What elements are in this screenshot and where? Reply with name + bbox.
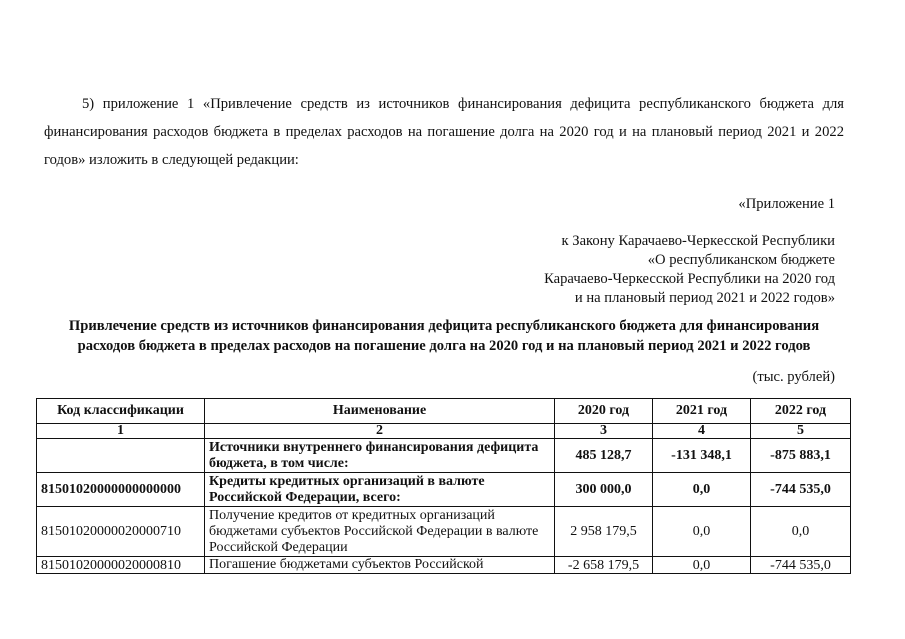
title-line-1: Привлечение средств из источников финансирования дефицита республиканского бюджета для финансирования <box>68 318 820 334</box>
appendix-law-reference <box>544 232 835 308</box>
row-value-2022: -744 535,0 <box>751 557 851 574</box>
row-value-2020: 485 128,7 <box>555 439 653 473</box>
appendix-line-4: и на плановый период 2021 и 2022 годов» <box>574 290 835 306</box>
appendix-label: «Приложение 1 <box>738 196 835 212</box>
intro-paragraph <box>44 90 844 174</box>
column-number: 2 <box>205 424 555 439</box>
row-value-2021: 0,0 <box>653 557 751 574</box>
table-row <box>37 439 851 473</box>
row-value-2021: 0,0 <box>653 473 751 507</box>
column-number: 5 <box>751 424 851 439</box>
title-line-2: расходов бюджета в пределах расходов на погашение долга на 2020 год и на плановый период 2021 и 2022 годов <box>77 338 811 354</box>
column-number: 1 <box>37 424 205 439</box>
row-value-2020: 300 000,0 <box>555 473 653 507</box>
row-name: Источники внутреннего финансирования дефицита бюджета, в том числе: <box>205 439 555 473</box>
row-value-2021: 0,0 <box>653 507 751 557</box>
row-code: 81501020000020000810 <box>37 557 205 574</box>
header-2021: 2021 год <box>653 399 751 424</box>
intro-text: 5) приложение 1 «Привлечение средств из источников финансирования дефицита республиканского бюджета для финансирования расходов бюджета в пределах расходов на погашение долга на 2020 год и на плановый период 2021 и 2022 годов» изложить в следующей редакции: <box>44 96 844 168</box>
appendix-line-2: «О республиканском бюджете <box>647 252 835 268</box>
row-value-2022: -744 535,0 <box>751 473 851 507</box>
row-code: 81501020000020000710 <box>37 507 205 557</box>
row-value-2020: 2 958 179,5 <box>555 507 653 557</box>
row-name: Кредиты кредитных организаций в валюте Российской Федерации, всего: <box>205 473 555 507</box>
row-name: Получение кредитов от кредитных организаций бюджетами субъектов Российской Федерации в валюте Российской Федерации <box>205 507 555 557</box>
table-row <box>37 507 851 557</box>
column-number-row <box>37 424 851 439</box>
row-code <box>37 439 205 473</box>
column-number: 4 <box>653 424 751 439</box>
row-value-2022: 0,0 <box>751 507 851 557</box>
header-2022: 2022 год <box>751 399 851 424</box>
document-title <box>44 316 844 356</box>
row-code: 81501020000000000000 <box>37 473 205 507</box>
row-value-2021: -131 348,1 <box>653 439 751 473</box>
table-row <box>37 557 851 574</box>
row-value-2020: -2 658 179,5 <box>555 557 653 574</box>
table-row <box>37 473 851 507</box>
row-name: Погашение бюджетами субъектов Российской <box>205 557 555 574</box>
appendix-line-3: Карачаево-Черкесской Республики на 2020 год <box>544 271 835 287</box>
column-number: 3 <box>555 424 653 439</box>
header-2020: 2020 год <box>555 399 653 424</box>
table-header-row <box>37 399 851 424</box>
units-label: (тыс. рублей) <box>752 369 835 385</box>
financing-table <box>36 398 851 574</box>
header-name: Наименование <box>205 399 555 424</box>
appendix-line-1: к Закону Карачаево-Черкесской Республики <box>561 233 835 249</box>
row-value-2022: -875 883,1 <box>751 439 851 473</box>
header-code: Код классификации <box>37 399 205 424</box>
